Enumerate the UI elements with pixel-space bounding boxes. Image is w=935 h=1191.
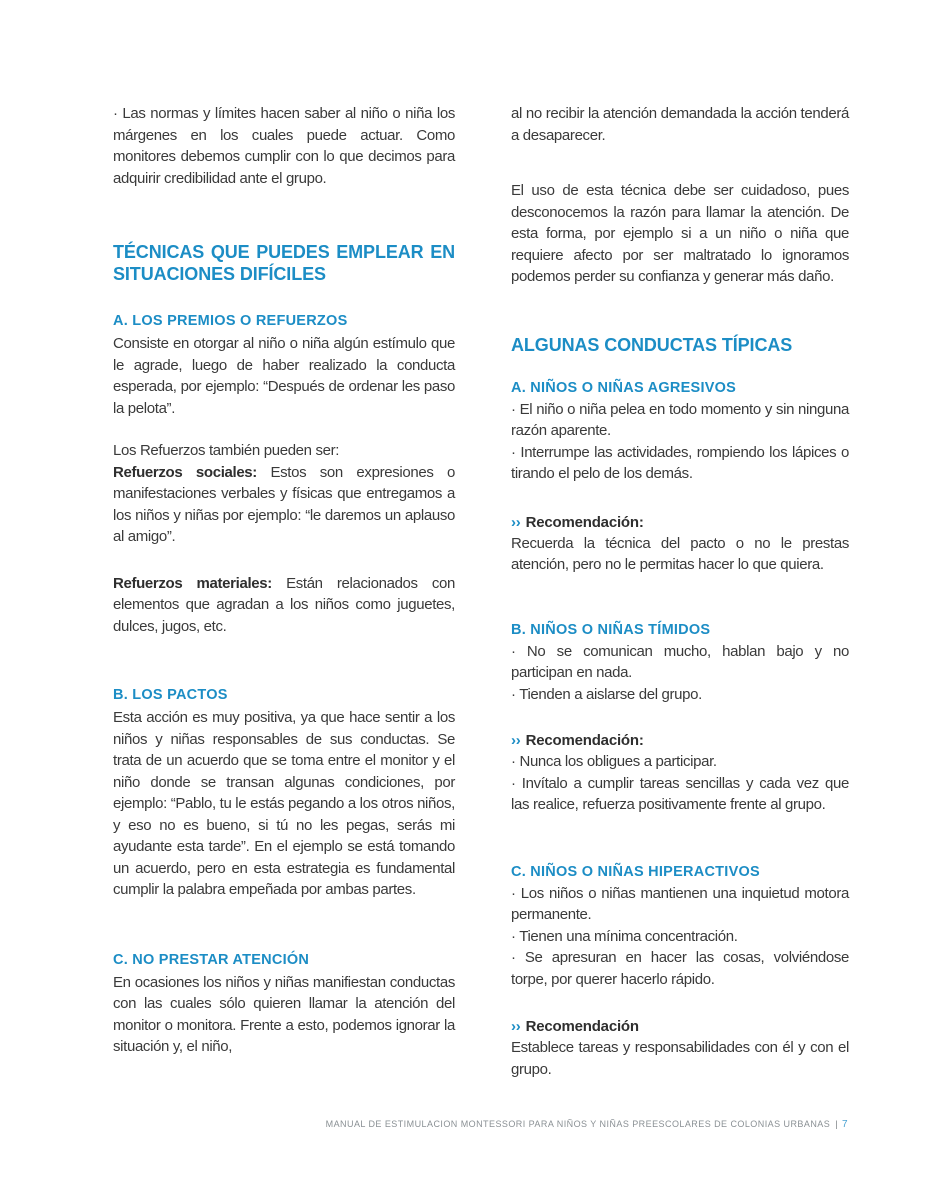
recommendation-label: Recomendación:: [525, 732, 644, 749]
body-paragraph: [113, 462, 455, 548]
section-title-conductas-tipicas: ALGUNAS CONDUCTAS TÍPICAS: [511, 334, 793, 355]
bullet-item: · Tienden a aislarse del grupo.: [511, 685, 702, 703]
bullet-item: · Se apresuran en hacer las cosas, volviéndose torpe, por querer hacerlo rápido.: [511, 949, 849, 988]
intro-paragraph: · Las normas y límites hacen saber al niño o niña los márgenes en los cuales puede actuar. Como monitores debemos cumplir con lo que decimos para adquirir credibilidad ante el grupo.: [113, 105, 455, 187]
subsection-heading-pactos: B. LOS PACTOS: [113, 687, 228, 703]
bullet-item: · Interrumpe las actividades, rompiendo los lápices o tirando el pelo de los demás.: [511, 443, 849, 482]
body-paragraph: En ocasiones los niños y niñas manifiestan conductas con las cuales sólo quieren llamar la atención del monitor o monitora. Frente a esto, podemos ignorar la situación y, el niño,: [113, 973, 455, 1055]
body-paragraph: El uso de esta técnica debe ser cuidadoso, pues desconocemos la razón para llamar la atención. De esta forma, por ejemplo si a un niño o niña que requiere afecto por ser maltratado lo ignoramos podemos perder su confianza y generar más daño.: [511, 182, 849, 285]
chevrons-icon: ››: [511, 732, 521, 749]
recommendation-text: Establece tareas y responsabilidades con él y con el grupo.: [511, 1039, 849, 1078]
subsection-heading-no-prestar-atencion: C. NO PRESTAR ATENCIÓN: [113, 951, 310, 968]
subsection-heading-hiperactivos: C. NIÑOS O NIÑAS HIPERACTIVOS: [511, 863, 760, 880]
paragraph-text: Están relacionados con elementos que agradan a los niños como juguetes, dulces, jugos, etc.: [113, 574, 455, 635]
body-paragraph: Esta acción es muy positiva, ya que hace sentir a los niños y niñas responsables de sus conductas. Se trata de un acuerdo que se toma entre el monitor y el niño donde se transan algunas condiciones, por ejemplo: “Pablo, tu le estás pegando a los otros niños, y eso no es bueno, si tú no les pegas, serás mi ayudante esta tarde”. En el ejemplo se está tomando un acuerdo, pero en esta estrategia es fundamental cumplir la palabra empeñada por ambas partes.: [113, 709, 455, 898]
footer-text: MANUAL DE ESTIMULACION MONTESSORI PARA NIÑOS Y NIÑAS PREESCOLARES DE COLONIAS URBANAS: [325, 1119, 831, 1129]
bullet-item: · Tienen una mínima concentración.: [511, 927, 738, 945]
recommendation-text: · Nunca los obligues a participar.: [511, 753, 717, 770]
left-column: [113, 103, 455, 1058]
subsection-heading-agresivos: A. NIÑOS O NIÑAS AGRESIVOS: [511, 379, 737, 396]
bullet-item: · El niño o niña pelea en todo momento y sin ninguna razón aparente.: [511, 400, 849, 439]
recommendation-heading: [511, 1017, 849, 1036]
body-paragraph: Consiste en otorgar al niño o niña algún estímulo que le agrade, luego de haber realizado la conducta esperada, por ejemplo: “Después de ordenar les paso la pelota”.: [113, 335, 455, 417]
recommendation-text: Recuerda la técnica del pacto o no le prestas atención, pero no le permitas hacer lo que quiera.: [511, 534, 849, 573]
body-paragraph: al no recibir la atención demandada la acción tenderá a desaparecer.: [511, 105, 849, 144]
page-number: 7: [841, 1119, 848, 1130]
bold-lead-refuerzos-sociales: Refuerzos sociales:: [113, 463, 257, 481]
recommendation-heading: [511, 731, 849, 750]
body-paragraph: Los Refuerzos también pueden ser:: [113, 442, 340, 459]
section-title-tecnicas: TÉCNICAS QUE PUEDES EMPLEAR EN SITUACIONES DIFÍCILES: [113, 242, 455, 284]
subsection-heading-timidos: B. NIÑOS O NIÑAS TÍMIDOS: [511, 621, 711, 638]
recommendation-label: Recomendación:: [525, 513, 644, 531]
chevrons-icon: ››: [511, 1018, 521, 1035]
right-column: [511, 103, 849, 1080]
recommendation-text: · Invítalo a cumplir tareas sencillas y cada vez que las realice, refuerza positivamente frente al grupo.: [511, 774, 849, 813]
bullet-item: · Los niños o niñas mantienen una inquietud motora permanente.: [511, 884, 849, 923]
footer-separator: |: [835, 1119, 838, 1129]
body-paragraph: [113, 573, 455, 638]
paragraph-text: Estos son expresiones o manifestaciones verbales y físicas que entregamos a los niños y niñas por ejemplo: “le daremos un aplauso al amigo”.: [113, 463, 455, 545]
recommendation-label: Recomendación: [525, 1018, 639, 1035]
subsection-heading-premios: A. LOS PREMIOS O REFUERZOS: [113, 313, 348, 329]
bold-lead-refuerzos-materiales: Refuerzos materiales:: [113, 574, 272, 592]
bullet-item: · No se comunican mucho, hablan bajo y no participan en nada.: [511, 642, 849, 681]
page-footer: [326, 1118, 848, 1131]
recommendation-heading: [511, 513, 849, 532]
chevrons-icon: ››: [511, 513, 521, 531]
